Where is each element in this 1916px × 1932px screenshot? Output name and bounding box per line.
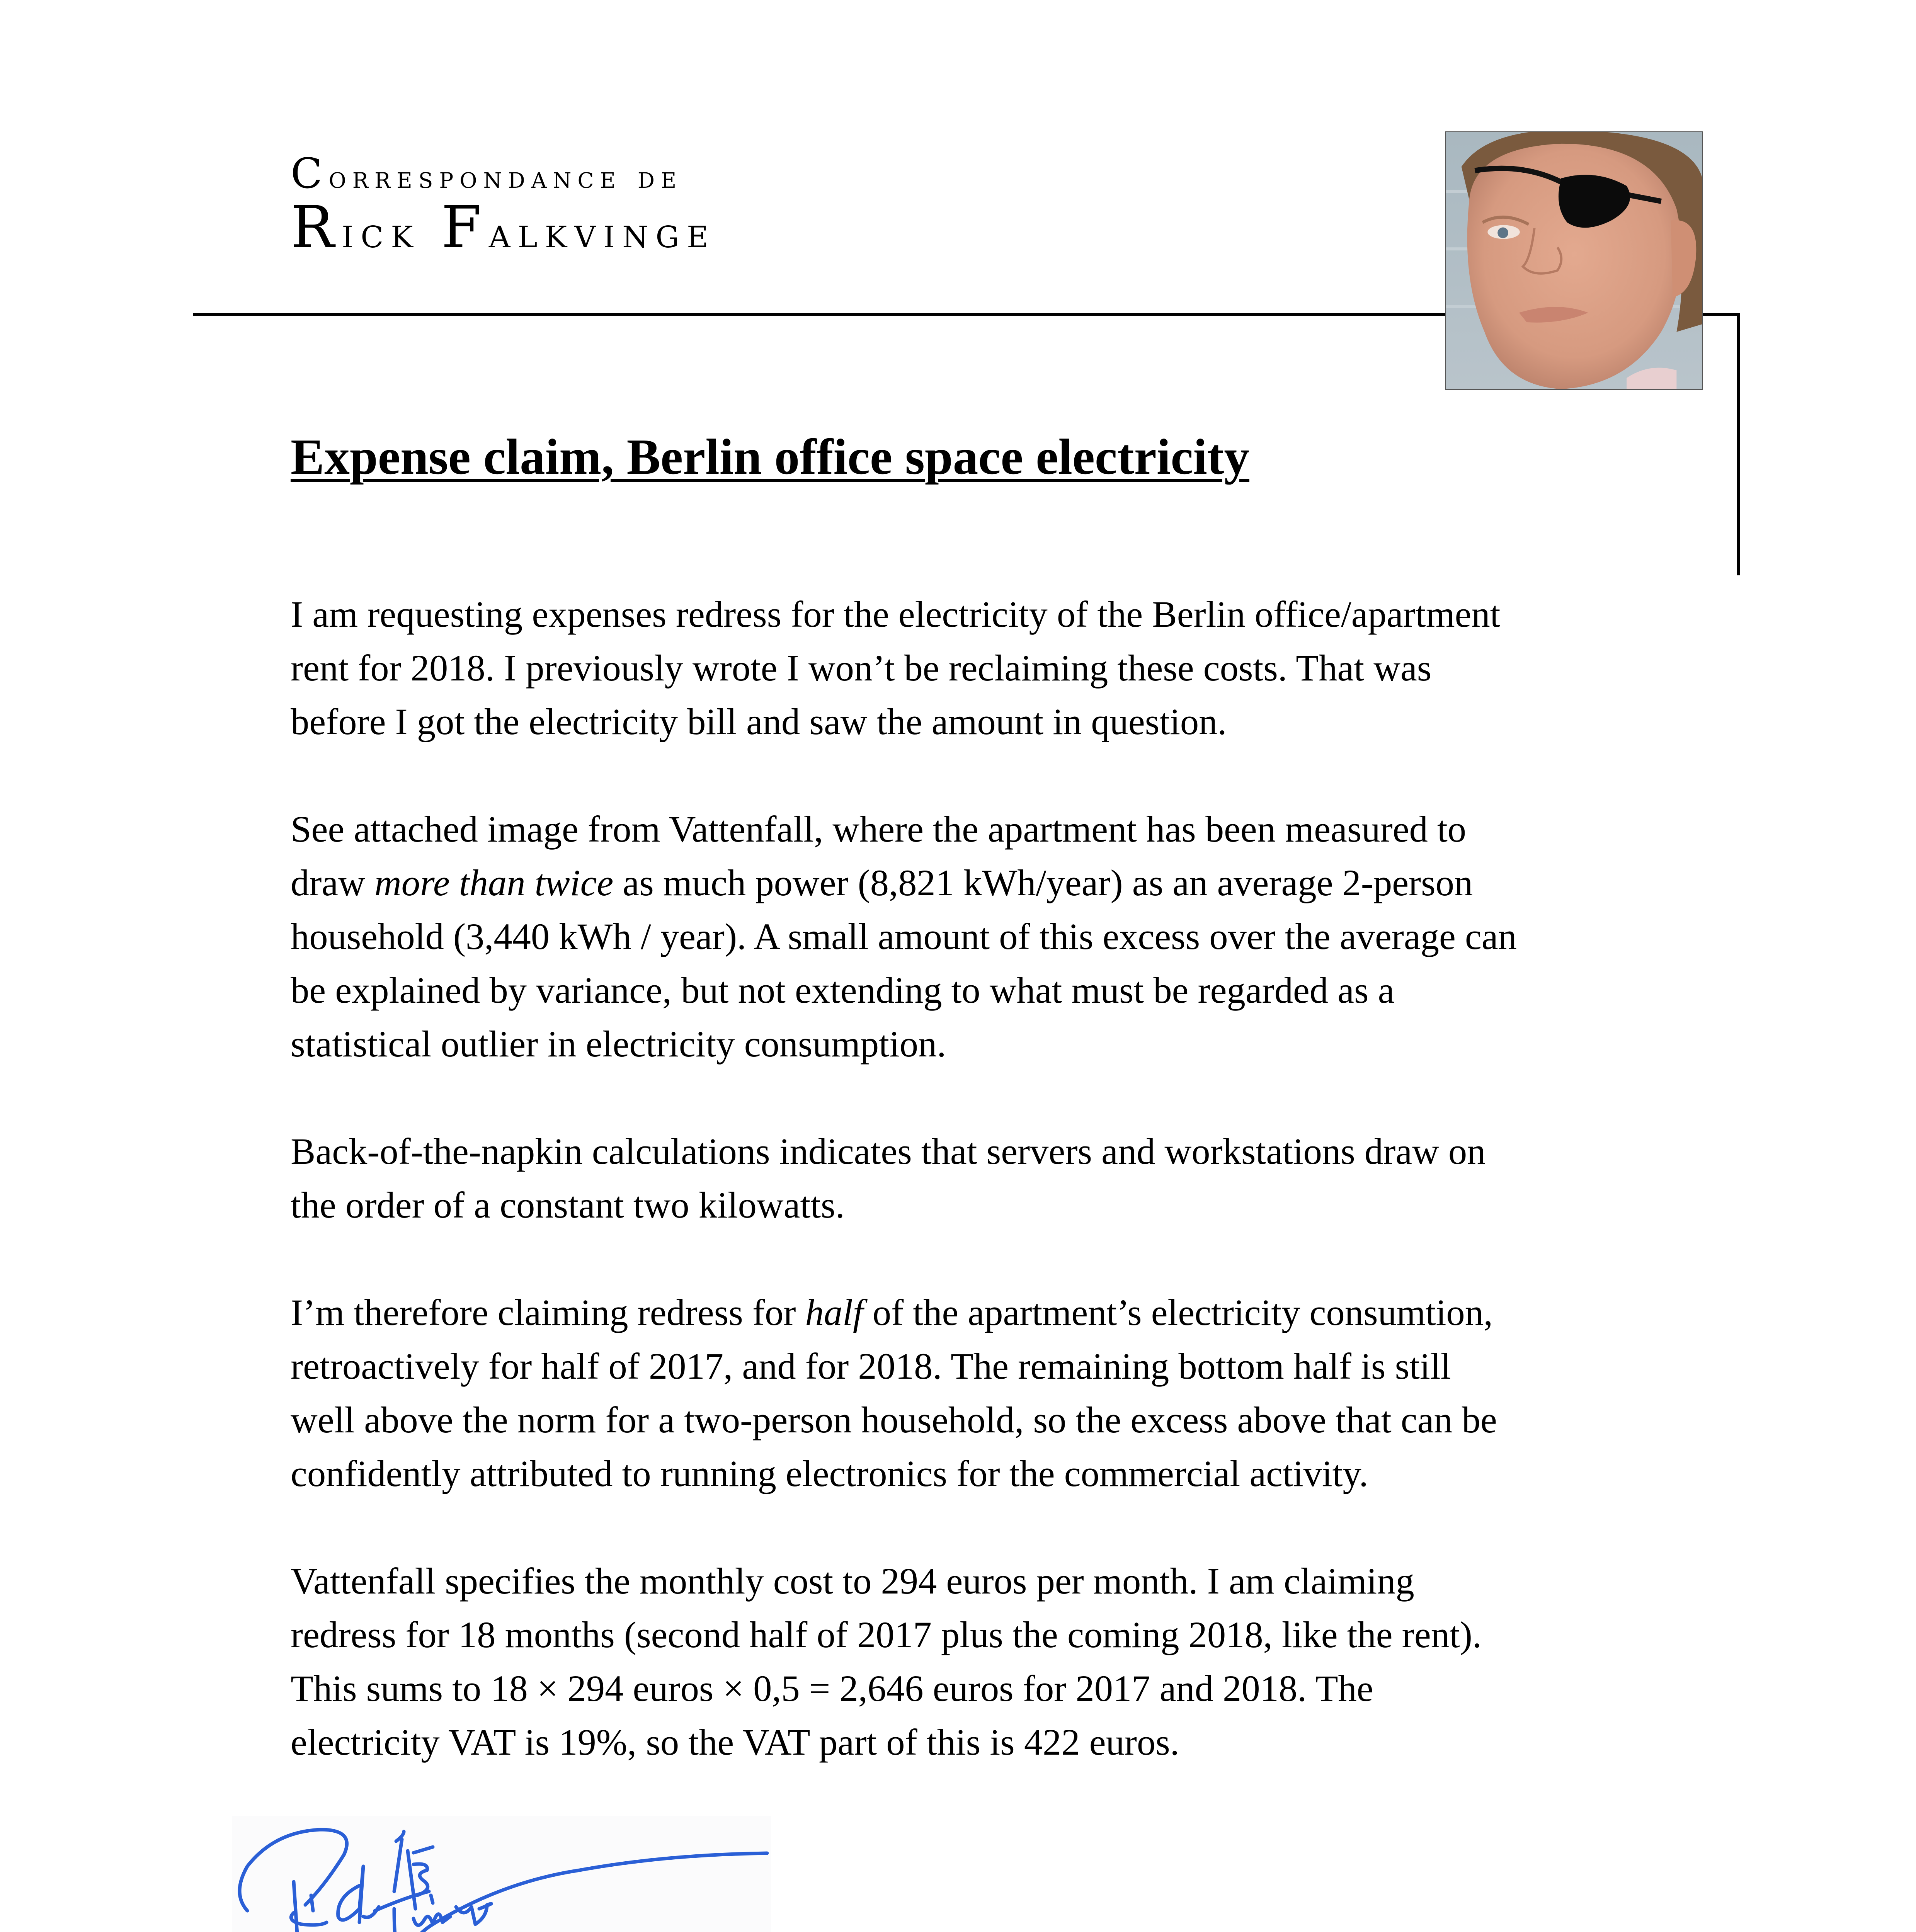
letterhead xyxy=(291,150,716,262)
portrait-photo xyxy=(1445,131,1703,390)
letterhead-vertical-rule xyxy=(1737,313,1740,575)
portrait-photo-icon xyxy=(1446,132,1702,389)
text-run: This sums to 18 × 294 euros × 0,5 = 2,646 euros for 2017 and 2018. The xyxy=(291,1668,1373,1709)
text-line xyxy=(291,695,1605,748)
document-body xyxy=(291,587,1605,1823)
text-run: confidently attributed to running electronics for the commercial activity. xyxy=(291,1453,1368,1494)
body-paragraph xyxy=(291,587,1605,748)
document-title: Expense claim, Berlin office space electricity xyxy=(291,429,1249,485)
text-line xyxy=(291,587,1605,641)
text-run: statistical outlier in electricity consumption. xyxy=(291,1023,946,1065)
text-line xyxy=(291,963,1605,1017)
text-line xyxy=(291,1554,1605,1608)
emphasized-text: half xyxy=(805,1292,863,1333)
text-run: rent for 2018. I previously wrote I won’t be reclaiming these costs. That was xyxy=(291,647,1432,689)
text-line xyxy=(291,1124,1605,1178)
text-run: redress for 18 months (second half of 2017 plus the coming 2018, like the rent). xyxy=(291,1614,1482,1655)
text-line xyxy=(291,1017,1605,1071)
text-line xyxy=(291,1178,1605,1232)
text-run: See attached image from Vattenfall, where the apartment has been measured to xyxy=(291,808,1467,850)
text-line xyxy=(291,1662,1605,1715)
text-run: before I got the electricity bill and saw the amount in question. xyxy=(291,701,1227,742)
signature-image xyxy=(232,1816,771,1932)
text-run: Back-of-the-napkin calculations indicates that servers and workstations draw on xyxy=(291,1131,1486,1172)
body-paragraph xyxy=(291,802,1605,1071)
text-line xyxy=(291,641,1605,695)
text-line xyxy=(291,1608,1605,1662)
text-line xyxy=(291,1715,1605,1769)
emphasized-text: more than twice xyxy=(374,862,614,903)
text-run: well above the norm for a two-person household, so the excess above that can be xyxy=(291,1399,1497,1440)
text-line xyxy=(291,1339,1605,1393)
text-line xyxy=(291,1286,1605,1339)
body-paragraph xyxy=(291,1124,1605,1232)
text-run: retroactively for half of 2017, and for 2018. The remaining bottom half is still xyxy=(291,1345,1451,1387)
text-run: as much power (8,821 kWh/year) as an average 2-person xyxy=(613,862,1473,903)
text-run: electricity VAT is 19%, so the VAT part of this is 422 euros. xyxy=(291,1721,1179,1763)
body-paragraph xyxy=(291,1286,1605,1500)
text-run: draw xyxy=(291,862,375,903)
letterhead-line-author: Rick Falkvinge xyxy=(291,194,716,261)
text-line xyxy=(291,1447,1605,1500)
text-line xyxy=(291,802,1605,856)
letterhead-line-correspondance: Correspondance de xyxy=(291,150,683,198)
text-line xyxy=(291,910,1605,963)
text-run: Vattenfall specifies the monthly cost to 294 euros per month. I am claiming xyxy=(291,1560,1414,1602)
text-run: be explained by variance, but not extending to what must be regarded as a xyxy=(291,969,1395,1011)
text-run: the order of a constant two kilowatts. xyxy=(291,1184,845,1226)
text-line xyxy=(291,856,1605,910)
text-run: I am requesting expenses redress for the electricity of the Berlin office/apartment xyxy=(291,594,1501,635)
text-run: household (3,440 kWh / year). A small amount of this excess over the average can xyxy=(291,916,1517,957)
text-run: of the apartment’s electricity consumtion, xyxy=(863,1292,1493,1333)
text-line xyxy=(291,1393,1605,1447)
handwritten-signature-icon xyxy=(232,1816,771,1932)
body-paragraph xyxy=(291,1554,1605,1769)
text-run: I’m therefore claiming redress for xyxy=(291,1292,805,1333)
